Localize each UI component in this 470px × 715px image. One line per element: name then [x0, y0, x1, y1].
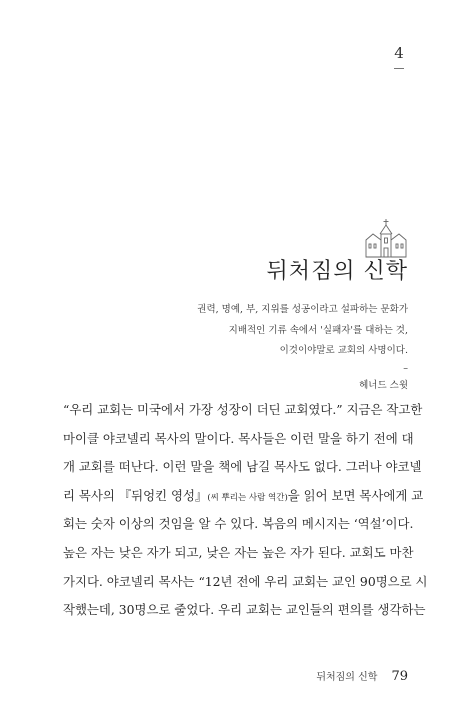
body-line: 회는 숫자 이상의 것임을 알 수 있다. 복음의 메시지는 ‘역설’이다.: [63, 516, 414, 532]
body-line: “우리 교회는 미국에서 가장 성장이 더딘 교회였다.” 지금은 작고한: [63, 402, 423, 417]
body-line-rest: 을 읽어 보면 목사에게 교: [287, 487, 424, 503]
chapter-title: 뒤처짐의 신학: [266, 259, 408, 284]
book-title-text: 리 목사의 『뒤엉킨 영성』: [63, 487, 208, 503]
page-footer: [316, 668, 408, 684]
epigraph-line: 이것이야말로 교회의 사명이다.: [279, 345, 408, 356]
body-text: [63, 396, 428, 625]
translator-note: (씨 뿌리는 사람 역간): [207, 492, 288, 503]
chapter-number: 4: [394, 44, 404, 62]
epigraph-line: 지배적인 기류 속에서 '실패자'를 대하는 것,: [228, 324, 408, 336]
body-line: 높은 자는 낮은 자가 되고, 낮은 자는 높은 자가 된다. 교회도 마찬: [63, 544, 414, 560]
body-line: 개 교회를 떠난다. 이런 말을 책에 남길 목사도 없다. 그러나 야코넬: [63, 459, 422, 475]
running-title: 뒤처짐의 신학: [316, 672, 378, 683]
epigraph-line: 권력, 명예, 부, 지위를 성공이라고 설파하는 문화가: [197, 304, 408, 315]
epigraph: [108, 300, 408, 396]
body-line: [63, 482, 424, 511]
body-line: 가지다. 야코넬리 목사는 “12년 전에 우리 교회는 교인 90명으로 시: [63, 573, 428, 589]
chapter-number-rule: [394, 68, 404, 69]
body-line: 마이클 야코넬리 목사의 말이다. 목사들은 이런 말을 하기 전에 대: [63, 430, 414, 446]
church-icon: [364, 218, 408, 258]
page-number: 79: [391, 669, 408, 684]
epigraph-author: 헤너드 스윗: [359, 379, 408, 391]
body-line: 작했는데, 30명으로 줄었다. 우리 교회는 교인들의 편의를 생각하는: [63, 602, 426, 618]
epigraph-dash: –: [403, 362, 408, 374]
